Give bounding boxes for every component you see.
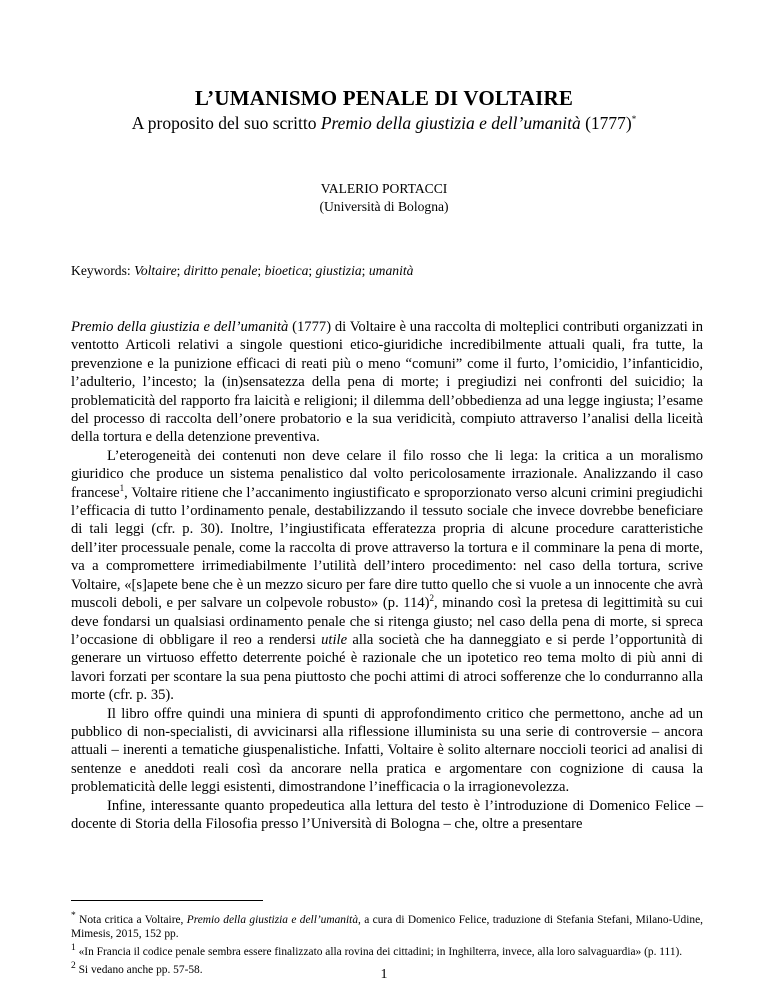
- subtitle-prefix: A proposito del suo scritto: [131, 113, 321, 133]
- paragraph-2-text-a: L’eterogeneità dei contenuti non deve celare il filo rosso che li lega: la critica a un moralismo giuridico che produce un sistema penalistico dal volto pericolosamente irrazionale. Analizzando il caso francese: [71, 447, 703, 501]
- book-title-italic: Premio della giustizia e dell’umanità: [71, 319, 289, 335]
- footnote-1-mark: 1: [71, 943, 76, 954]
- subtitle-book-title: Premio della giustizia e dell’umanità: [320, 113, 581, 133]
- subtitle-footnote-mark[interactable]: *: [631, 114, 637, 125]
- keyword-item: diritto penale: [183, 263, 258, 278]
- keywords-label: Keywords:: [71, 263, 135, 278]
- emphasis-utile: utile: [321, 631, 348, 648]
- keyword-item: bioetica: [264, 263, 309, 278]
- footnotes: [71, 900, 703, 977]
- footnote-divider: [71, 900, 263, 901]
- keyword-item: umanità: [368, 263, 414, 278]
- paragraph-2-text-b: , Voltaire ritiene che l’accanimento ingiustificato e sproporzionato verso alcuni crimini pregiudichi l’efficacia di tutto l’ordinamento penale, destabilizzando il tessuto sociale che invece dovrebbe beneficiare di tali leggi (cfr. p. 30). Inoltre, l’ingiustificata efferatezza propria di alcune procedure caratteristiche dell’iter processuale penale, come la raccolta di prove attraverso la tortura e il comminare la pena di morte, va a compromettere irrimediabilmente l’utilità dell’intero procedimento: nel caso della tortura, scrive Voltaire, «[s]apete bene che è un mezzo sicuro per fare dire tutto quello che si vuole a un innocente che avrà muscoli deboli, e per salvare un colpevole robusto» (p. 114): [71, 484, 703, 612]
- footnote-star-text-a: Nota critica a Voltaire,: [75, 913, 187, 926]
- keyword-separator: ;: [361, 263, 369, 278]
- paragraph-4: Infine, interessante quanto propedeutica alla lettura del testo è l’introduzione di Domenico Felice – docente di Storia della Filosofia presso l’Università di Bologna – che, oltre a presentare: [71, 797, 703, 832]
- footnote-star-text-b: , a cura di Domenico Felice, traduzione di Stefania Stefani, Milano-Udine, Mimesis, 2015, 152 pp.: [71, 913, 703, 940]
- footnote-1: [71, 941, 703, 959]
- article-title: L’UMANISMO PENALE DI VOLTAIRE: [194, 86, 574, 110]
- page-number: 1: [380, 967, 388, 982]
- paragraph-2-text-d: alla società che ha danneggiato e si perde l’opportunità di generare un virtuoso effetto deterrente poiché è razionale che un ipotetico reo tema molto di più anni di lavori forzati per scontare la sua pena piuttosto che pochi attimi di atroci sofferenze che lo condurranno alla morte (cfr. p. 35).: [71, 631, 703, 704]
- paragraph-2: [71, 447, 703, 705]
- author-block: [0, 180, 768, 216]
- keyword-item: giustizia: [315, 263, 362, 278]
- footnote-star-mark: *: [71, 911, 76, 921]
- article-subtitle: [0, 113, 768, 134]
- subtitle-year: (1777): [580, 113, 632, 133]
- footnote-2-mark: 2: [71, 961, 76, 972]
- keyword-separator: ;: [257, 263, 265, 278]
- footnote-star: [71, 909, 703, 941]
- footnote-2-text: Si vedano anche pp. 57-58.: [75, 964, 203, 976]
- keyword-separator: ;: [176, 263, 184, 278]
- keywords-line: [71, 263, 711, 279]
- author-affiliation: (Università di Bologna): [319, 199, 449, 214]
- paragraph-1: [71, 318, 703, 447]
- footnote-ref-2[interactable]: 2: [429, 593, 435, 604]
- footnote-ref-1[interactable]: 1: [119, 482, 125, 493]
- author-name: VALERIO PORTACCI: [320, 181, 448, 196]
- keyword-separator: ;: [308, 263, 316, 278]
- keyword-item: Voltaire: [134, 263, 177, 278]
- paragraph-3: Il libro offre quindi una miniera di spunti di approfondimento critico che permettono, anche ad un pubblico di non-specialisti, di avvicinarsi alla riflessione illuminista su una serie di controversie – ancora attuali – inerenti a tematiche giuspenalistiche. Infatti, Voltaire è solito alternare noccioli teorici ad analisi di sentenze e aneddoti reali così da ancorare nella pratica e argomentare con cognizione di causa la problematicità delle leggi esistenti, dimostrandone l’inefficacia o la irragionevolezza.: [71, 705, 703, 796]
- footnote-1-text: «In Francia il codice penale sembra essere finalizzato alla rovina dei cittadini; in Inghilterra, invece, alla loro salvaguardia» (p. 111).: [75, 946, 683, 958]
- paragraph-2-text-c: , minando così la pretesa di legittimità su cui deve fondarsi un qualsiasi ordinamento penale che si ritenga giusto; nel caso della pena di morte, si spreca l’occasione di obbligare il reo a rendersi: [71, 595, 703, 648]
- body-text: [71, 318, 703, 833]
- paragraph-1-text: (1777) di Voltaire è una raccolta di molteplici contributi organizzati in ventotto Articoli relativi a singole questioni etico-giuridiche incredibilmente attuali quali, fra tutte, la prevenzione e la punizione efficaci di reati più o meno “comuni” come il furto, l’omicidio, l’infanticidio, l’adulterio, l’incesto; la (in)sensatezza della pena di morte; i pregiudizi nei confronti del suicidio; la problematicità del rapporto fra laicità e religioni; il dilemma dell’obbedienza ad una legge ingiusta; l’esame del processo di raccolta dell’onere probatorio e la sua veridicità, compiuto attraverso l’analisi della liceità della tortura e della detenzione preventiva.: [71, 319, 704, 446]
- footnote-star-book-title: Premio della giustizia e dell’umanità: [186, 913, 359, 926]
